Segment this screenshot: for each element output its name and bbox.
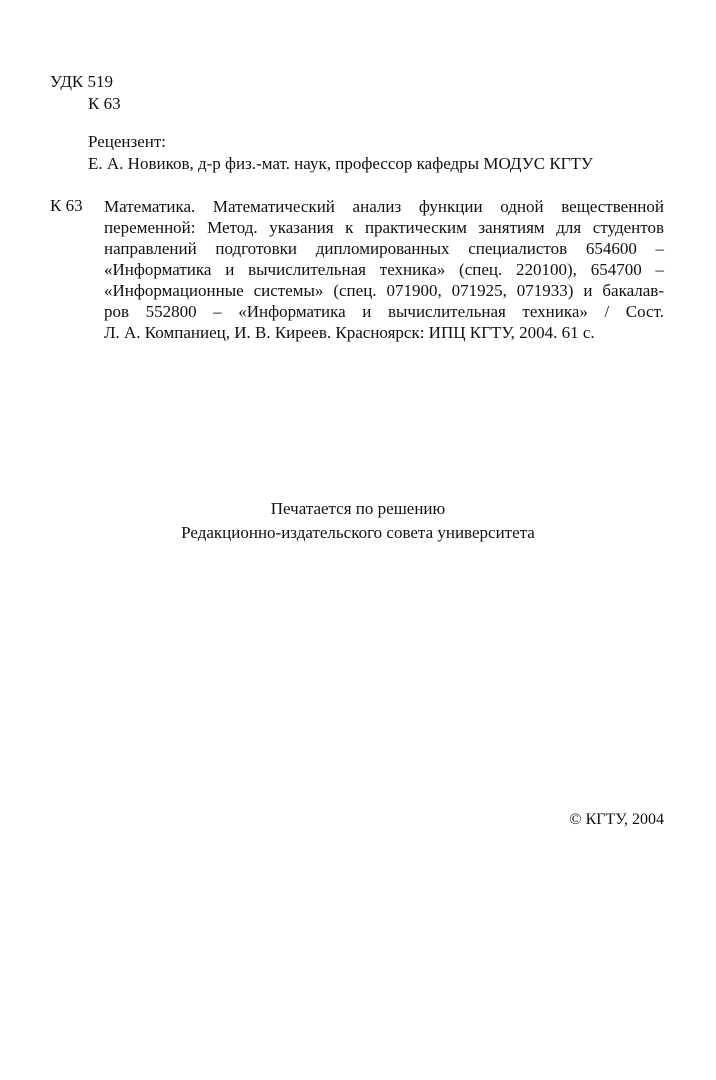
bibliographic-line: направлений подготовки дипломированных специалистов 654600 – <box>104 239 664 258</box>
bibliographic-line: ров 552800 – «Информатика и вычислительная техника» / Сост. <box>104 302 664 321</box>
author-mark: К 63 <box>88 94 121 113</box>
reviewer-label: Рецензент: <box>88 132 167 151</box>
imprint-line-1: Печатается по решению <box>270 499 446 518</box>
bibliographic-author-mark: К 63 <box>50 196 83 215</box>
imprint-line-2: Редакционно-издательского совета университета <box>181 523 535 542</box>
bibliographic-line: переменной: Метод. указания к практическим занятиям для студентов <box>104 218 664 237</box>
bibliographic-line: «Информатика и вычислительная техника» (спец. 220100), 654700 – <box>104 260 664 279</box>
udk-code: УДК 519 <box>50 72 114 91</box>
copyright-notice: © КГТУ, 2004 <box>569 811 664 828</box>
bibliographic-line: Л. А. Компаниец, И. В. Киреев. Красноярск: ИПЦ КГТУ, 2004. 61 с. <box>104 323 595 342</box>
bibliographic-description <box>104 196 664 343</box>
bibliographic-line: Математика. Математический анализ функции одной вещественной <box>104 197 664 216</box>
reviewer-name: Е. А. Новиков, д-р физ.-мат. наук, профессор кафедры МОДУС КГТУ <box>88 154 593 173</box>
bibliographic-line: «Информационные системы» (спец. 071900, 071925, 071933) и бакалав- <box>104 281 664 300</box>
